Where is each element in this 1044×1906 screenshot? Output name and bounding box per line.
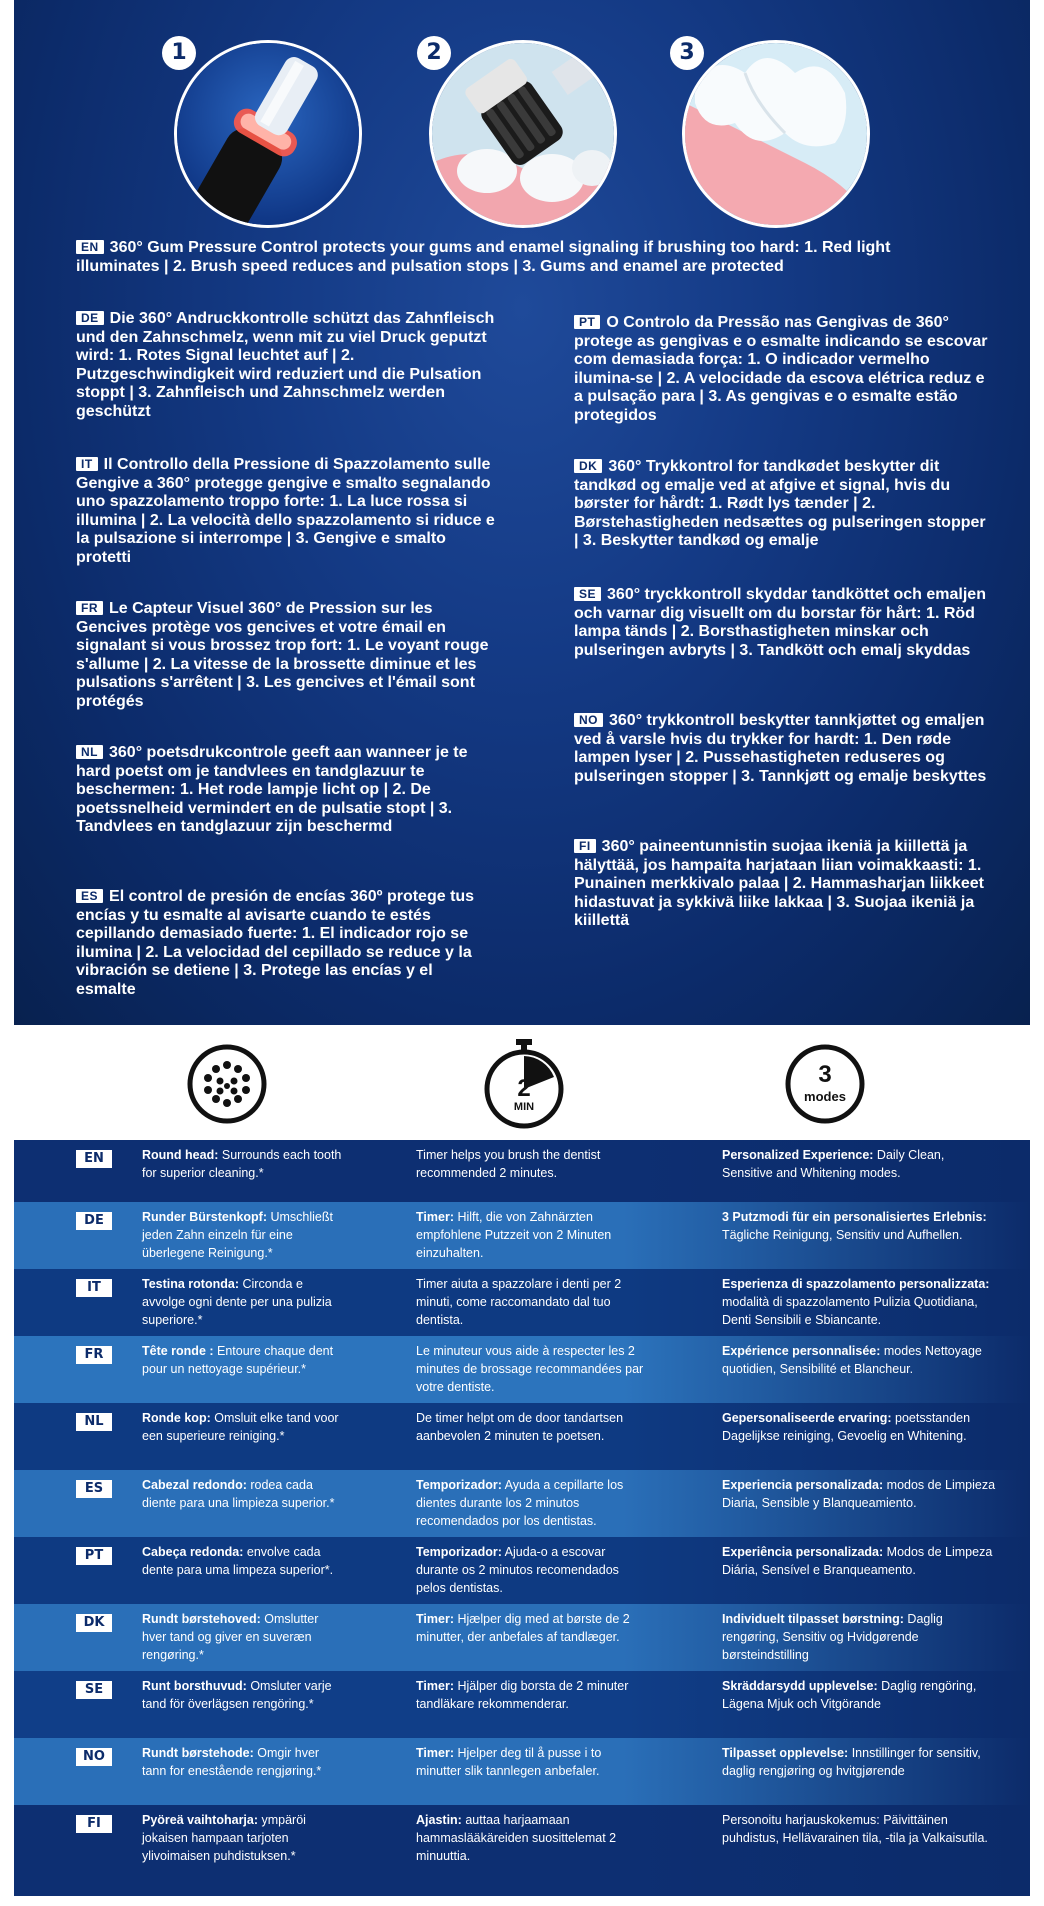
feature-cell-bold: Individuelt tilpasset børstning: [722,1612,904,1626]
feature-cell-text: Modos de Limpeza Diária, Sensível e Branqueamento. [722,1545,993,1577]
feature-cell-bold: Cabezal redondo: [142,1478,247,1492]
table-row [14,1604,1030,1671]
language-tag: NO [574,713,603,727]
block-text: 360° tryckkontroll skyddar tandköttet och emaljen och varnar dig visuellt om du borstar för hårt: 1. Röd lampa tänds | 2. Borsthastigheten minskar och pulseringen avbryts | 3. Tandkött och emalj skyddas [574,586,986,659]
feature-cell-bold: Timer: [416,1210,454,1224]
language-code: ES [76,1480,112,1498]
language-code: EN [76,1150,112,1168]
block-text: O Controlo da Pressão nas Gengivas de 360° protege as gengivas e o esmalte indicando se escovar com demasiada força: 1. O indicador vermelho ilumina-se | 2. A velocidade da escova elétrica reduz e a pulsação para | 3. As gengivas e o esmalte estão protegidos [574,314,988,424]
feature-cell-text: rodea cada diente para una limpieza superior.* [142,1478,335,1510]
feature-cell-c3 [722,1811,997,1847]
feature-cell-c1 [142,1543,342,1579]
feature-cell-c3 [722,1476,997,1512]
feature-cell-bold: Experiência personalizada: [722,1545,884,1559]
block-text: 360° poetsdrukcontrole geeft aan wanneer je te hard poetst om je tandvlees en tandglazuur te beschermen: 1. Het rode lampje licht op | 2. De poetssnelheid vermindert en de pulsatie stopt | 3. Tandvlees en tandglazuur zijn beschermd [76,744,468,836]
language-tag: ES [76,889,103,903]
feature-cell-text: Le minuteur vous aide à respecter les 2 minutes de brossage recommandées par votre dentiste. [416,1344,644,1394]
feature-cell-text: De timer helpt om de door tandartsen aanbevolen 2 minuten te poetsen. [416,1411,624,1443]
language-code: FR [76,1346,112,1364]
feature-cell-text: Hjelper deg til å pusse i to minutter slik tannlegen anbefaler. [416,1746,602,1778]
feature-cell-text: Personoitu harjauskokemus: Päivittäinen puhdistus, Hellävarainen tila, -tila ja Valkaisutila. [722,1813,988,1845]
table-row [14,1470,1030,1537]
feature-cell-bold: Temporizador: [416,1545,502,1559]
feature-cell-bold: Ajastin: [416,1813,462,1827]
block-text: 360° trykkontroll beskytter tannkjøttet og emaljen ved å varsle hvis du trykker for hardt: 1. Den røde lampen lyser | 2. Pussehastigheten reduseres og pulseringen stopper | 3. Tannkjøtt og emalje beskyttes [574,712,987,785]
feature-cell-bold: Runt borsthuvud: [142,1679,247,1693]
feature-cell-c3 [722,1342,997,1378]
language-tag: PT [574,315,600,329]
language-tag: DK [574,459,602,473]
step-number-1: 1 [162,36,196,70]
feature-cell-bold: Cabeça redonda: [142,1545,244,1559]
language-code: FI [76,1815,112,1833]
feature-cell-c2 [416,1811,646,1865]
feature-cell-c1 [142,1146,342,1182]
block-es [76,888,496,1000]
feature-cell-text: Daglig rengøring, Sensitiv og Hvidgørende børsteindstilling [722,1612,943,1662]
feature-cell-bold: Temporizador: [416,1478,502,1492]
feature-cell-text: Omsluit elke tand voor een superieure reiniging.* [142,1411,339,1443]
feature-icons-bar [14,1025,1030,1140]
language-code: DE [76,1212,112,1230]
feature-cell-bold: Round head: [142,1148,219,1162]
feature-cell-c3 [722,1543,997,1579]
feature-cell-bold: Ronde kop: [142,1411,211,1425]
modes-number: 3 [818,1061,832,1088]
feature-cell-c2 [416,1275,646,1329]
feature-cell-bold: Runder Bürstenkopf: [142,1210,267,1224]
feature-cell-bold: Experiencia personalizada: [722,1478,884,1492]
table-row [14,1202,1030,1269]
block-fi [574,838,994,931]
feature-cell-text: Tägliche Reinigung, Sensitiv und Aufhellen. [722,1228,963,1242]
feature-cell-c2 [416,1744,646,1780]
two-minute-timer-icon [480,1037,568,1129]
feature-cell-text: Omsluter varje tand för överlägsen rengöring.* [142,1679,332,1711]
feature-cell-c2 [416,1476,646,1530]
feature-cell-c1 [142,1342,342,1378]
language-code: SE [76,1681,112,1699]
feature-cell-text: Entoure chaque dent pour un nettoyage supérieur.* [142,1344,334,1376]
feature-cell-text: Innstillinger for sensitiv, daglig rengjøring og hvitgjørende [722,1746,981,1778]
feature-cell-text: Circonda e avvolge ogni dente per una pulizia superiore.* [142,1277,332,1327]
brush-head-on-teeth-image [429,40,617,228]
feature-cell-c2 [416,1677,646,1713]
feature-cell-c1 [142,1275,342,1329]
language-tag: FI [574,839,596,853]
three-modes-icon [784,1043,866,1125]
feature-cell-c2 [416,1342,646,1396]
language-code: DK [76,1614,112,1632]
block-text: El control de presión de encías 360º protege tus encías y tu esmalte al avisarte cuando te estés cepillando demasiado fuerte: 1. El indicador rojo se ilumina | 2. La velocidad del cepillado se reduce y la vibración se detiene | 3. Protege las encías y el esmalte [76,888,475,998]
feature-cell-text: Timer aiuta a spazzolare i denti per 2 minuti, come raccomandato dal tuo dentista. [416,1277,622,1327]
step-number-2: 2 [417,36,451,70]
feature-cell-c1 [142,1744,342,1780]
feature-cell-c1 [142,1811,342,1865]
healthy-gums-image [682,40,870,228]
feature-cell-text: Daglig rengöring, Lägena Mjuk och Vitgörande [722,1679,977,1711]
feature-cell-c2 [416,1543,646,1597]
feature-cell-bold: Pyöreä vaihtoharja: [142,1813,259,1827]
feature-cell-bold: Expérience personnalisée: [722,1344,881,1358]
block-dk [574,458,994,551]
block-it [76,456,496,568]
feature-cell-c3 [722,1146,997,1182]
feature-cell-c1 [142,1610,342,1664]
feature-cell-bold: Timer: [416,1612,454,1626]
feature-cell-c3 [722,1677,997,1713]
feature-cell-text: Hjälper dig borsta de 2 minuter tandläkare rekommenderar. [416,1679,629,1711]
feature-cell-bold: Rundt børstehoved: [142,1612,261,1626]
feature-cell-text: Surrounds each tooth for superior cleaning.* [142,1148,342,1180]
feature-cell-text: Hilft, die von Zahnärzten empfohlene Putzzeit von 2 Minuten einzuhalten. [416,1210,612,1260]
feature-cell-text: ympäröi jokaisen hampaan tarjoten ylivoimaisen puhdistuksen.* [142,1813,306,1863]
feature-cell-text: auttaa harjaamaan hammaslääkäreiden suosittelemat 2 minuuttia. [416,1813,617,1863]
feature-cell-text: Ayuda a cepillarte los dientes durante los 2 minutos recomendados por los dentistas. [416,1478,624,1528]
language-tag: NL [76,745,103,759]
intro-text: 360° Gum Pressure Control protects your gums and enamel signaling if brushing too hard: 1. Red light illuminates | 2. Brush speed reduces and pulsation stops | 3. Gums and enamel are protected [76,239,891,275]
feature-cell-c3 [722,1744,997,1780]
block-nl [76,744,496,837]
feature-cell-text: envolve cada dente para uma limpeza superior*. [142,1545,334,1577]
feature-cell-text: Timer helps you brush the dentist recommended 2 minutes. [416,1148,601,1180]
timer-unit: MIN [513,1101,535,1113]
feature-cell-text: Hjælper dig med at børste de 2 minutter, der anbefales af tandlæger. [416,1612,630,1644]
language-code: PT [76,1547,112,1565]
timer-number: 2 [517,1075,531,1102]
feature-cell-bold: Personalized Experience: [722,1148,874,1162]
table-row [14,1671,1030,1738]
step-1-illustration [171,40,364,230]
feature-cell-bold: 3 Putzmodi für ein personalisiertes Erlebnis: [722,1210,987,1224]
table-row [14,1269,1030,1336]
feature-cell-c1 [142,1476,342,1512]
language-tag: EN [76,240,104,254]
feature-cell-text: Umschließt jeden Zahn einzeln für eine überlegene Reinigung.* [142,1210,333,1260]
language-code: NO [76,1748,112,1766]
table-row [14,1140,1030,1202]
feature-cell-bold: Skräddarsydd upplevelse: [722,1679,878,1693]
block-text: Le Capteur Visuel 360° de Pression sur les Gencives protège vos gencives et votre émail en signalant si vous brossez trop fort: 1. Le voyant rouge s'allume | 2. La vitesse de la brossette diminue et les pulsations s'arrêtent | 3. Les gencives et l'émail sont protégés [76,600,489,710]
modes-unit: modes [804,1089,846,1104]
table-row [14,1336,1030,1403]
block-text: Il Controllo della Pressione di Spazzolamento sulle Gengive a 360° protegge gengive e smalto segnalando uno spazzolamento troppo forte: 1. La luce rossa si illumina | 2. La velocità dello spazzolamento si riduce e la pulsazione si interrompe | 3. Gengive e smalto protetti [76,456,495,566]
feature-cell-bold: Rundt børstehode: [142,1746,254,1760]
block-de [76,310,496,422]
block-text: 360° paineentunnistin suojaa ikeniä ja kiillettä ja hälyttää, jos hampaita harjataan liian voimakkaasti: 1. Punainen merkkivalo palaa | 2. Hammasharjan liikkeet hidastuvat ja sykkivä liike lakkaa | 3. Suojaa ikeniä ja kiillettä [574,838,984,930]
feature-cell-c3 [722,1610,997,1664]
feature-cell-bold: Gepersonaliseerde ervaring: [722,1411,892,1425]
feature-cell-text: Ajuda-o a escovar durante os 2 minutos recomendados pelos dentistas. [416,1545,619,1595]
table-row [14,1537,1030,1604]
intro-en-text [76,238,976,276]
feature-cell-c2 [416,1146,646,1182]
feature-cell-bold: Timer: [416,1746,454,1760]
language-code: IT [76,1279,112,1297]
step-2-illustration [426,40,619,230]
feature-cell-c3 [722,1409,997,1445]
block-no [574,712,994,786]
block-text: Die 360° Andruckkontrolle schützt das Zahnfleisch und den Zahnschmelz, wenn mit zu viel Druck geputzt wird: 1. Rotes Signal leuchtet auf | 2. Putzgeschwindigkeit wird reduziert und die Pulsation stoppt | 3. Zahnfleisch und Zahnschmelz werden geschützt [76,310,495,420]
language-tag: IT [76,457,98,471]
language-tag: SE [574,587,601,601]
step-number-3: 3 [670,36,704,70]
feature-cell-bold: Timer: [416,1679,454,1693]
feature-cell-text: modos de Limpieza Diaria, Sensible y Blanqueamiento. [722,1478,996,1510]
feature-cell-c2 [416,1208,646,1262]
feature-cell-c1 [142,1409,342,1445]
feature-cell-text: Daily Clean, Sensitive and Whitening modes. [722,1148,945,1180]
feature-cell-text: Omgir hver tann for enestående rengjøring.* [142,1746,322,1778]
feature-cell-c3 [722,1275,997,1329]
feature-cell-text: Omslutter hver tand og giver en suveræn rengøring.* [142,1612,319,1662]
language-tag: DE [76,311,104,325]
block-pt [574,314,994,426]
toothbrush-handle-image [174,40,362,228]
block-text: 360° Trykkontrol for tandkødet beskytter dit tandkød og emalje ved at afgive et signal, hvis du børster for hårdt: 1. Rødt lys tænder | 2. Børstehastigheden nedsættes og pulseringen stopper | 3. Beskytter tandkød og emalje [574,458,986,550]
feature-cell-bold: Testina rotonda: [142,1277,239,1291]
feature-cell-c2 [416,1409,646,1445]
gum-pressure-section [14,0,1030,1025]
block-fr [76,600,496,712]
language-tag: FR [76,601,103,615]
feature-cell-bold: Tête ronde : [142,1344,214,1358]
table-row [14,1403,1030,1470]
feature-cell-text: modes Nettoyage quotidien, Sensibilité et Blancheur. [722,1344,982,1376]
round-head-icon [186,1043,268,1125]
language-code: NL [76,1413,112,1431]
feature-cell-c1 [142,1208,342,1262]
feature-cell-c2 [416,1610,646,1646]
feature-cell-text: poetsstanden Dagelijkse reiniging, Gevoelig en Whitening. [722,1411,971,1443]
block-se [574,586,994,660]
table-row [14,1805,1030,1896]
feature-cell-text: modalità di spazzolamento Pulizia Quotidiana, Denti Sensibili e Sbiancante. [722,1295,978,1327]
product-info-page [14,0,1030,1906]
feature-cell-c1 [142,1677,342,1713]
table-row [14,1738,1030,1805]
step-3-illustration [679,40,872,230]
feature-cell-bold: Tilpasset opplevelse: [722,1746,849,1760]
feature-cell-c3 [722,1208,997,1244]
feature-cell-bold: Esperienza di spazzolamento personalizzata: [722,1277,990,1291]
